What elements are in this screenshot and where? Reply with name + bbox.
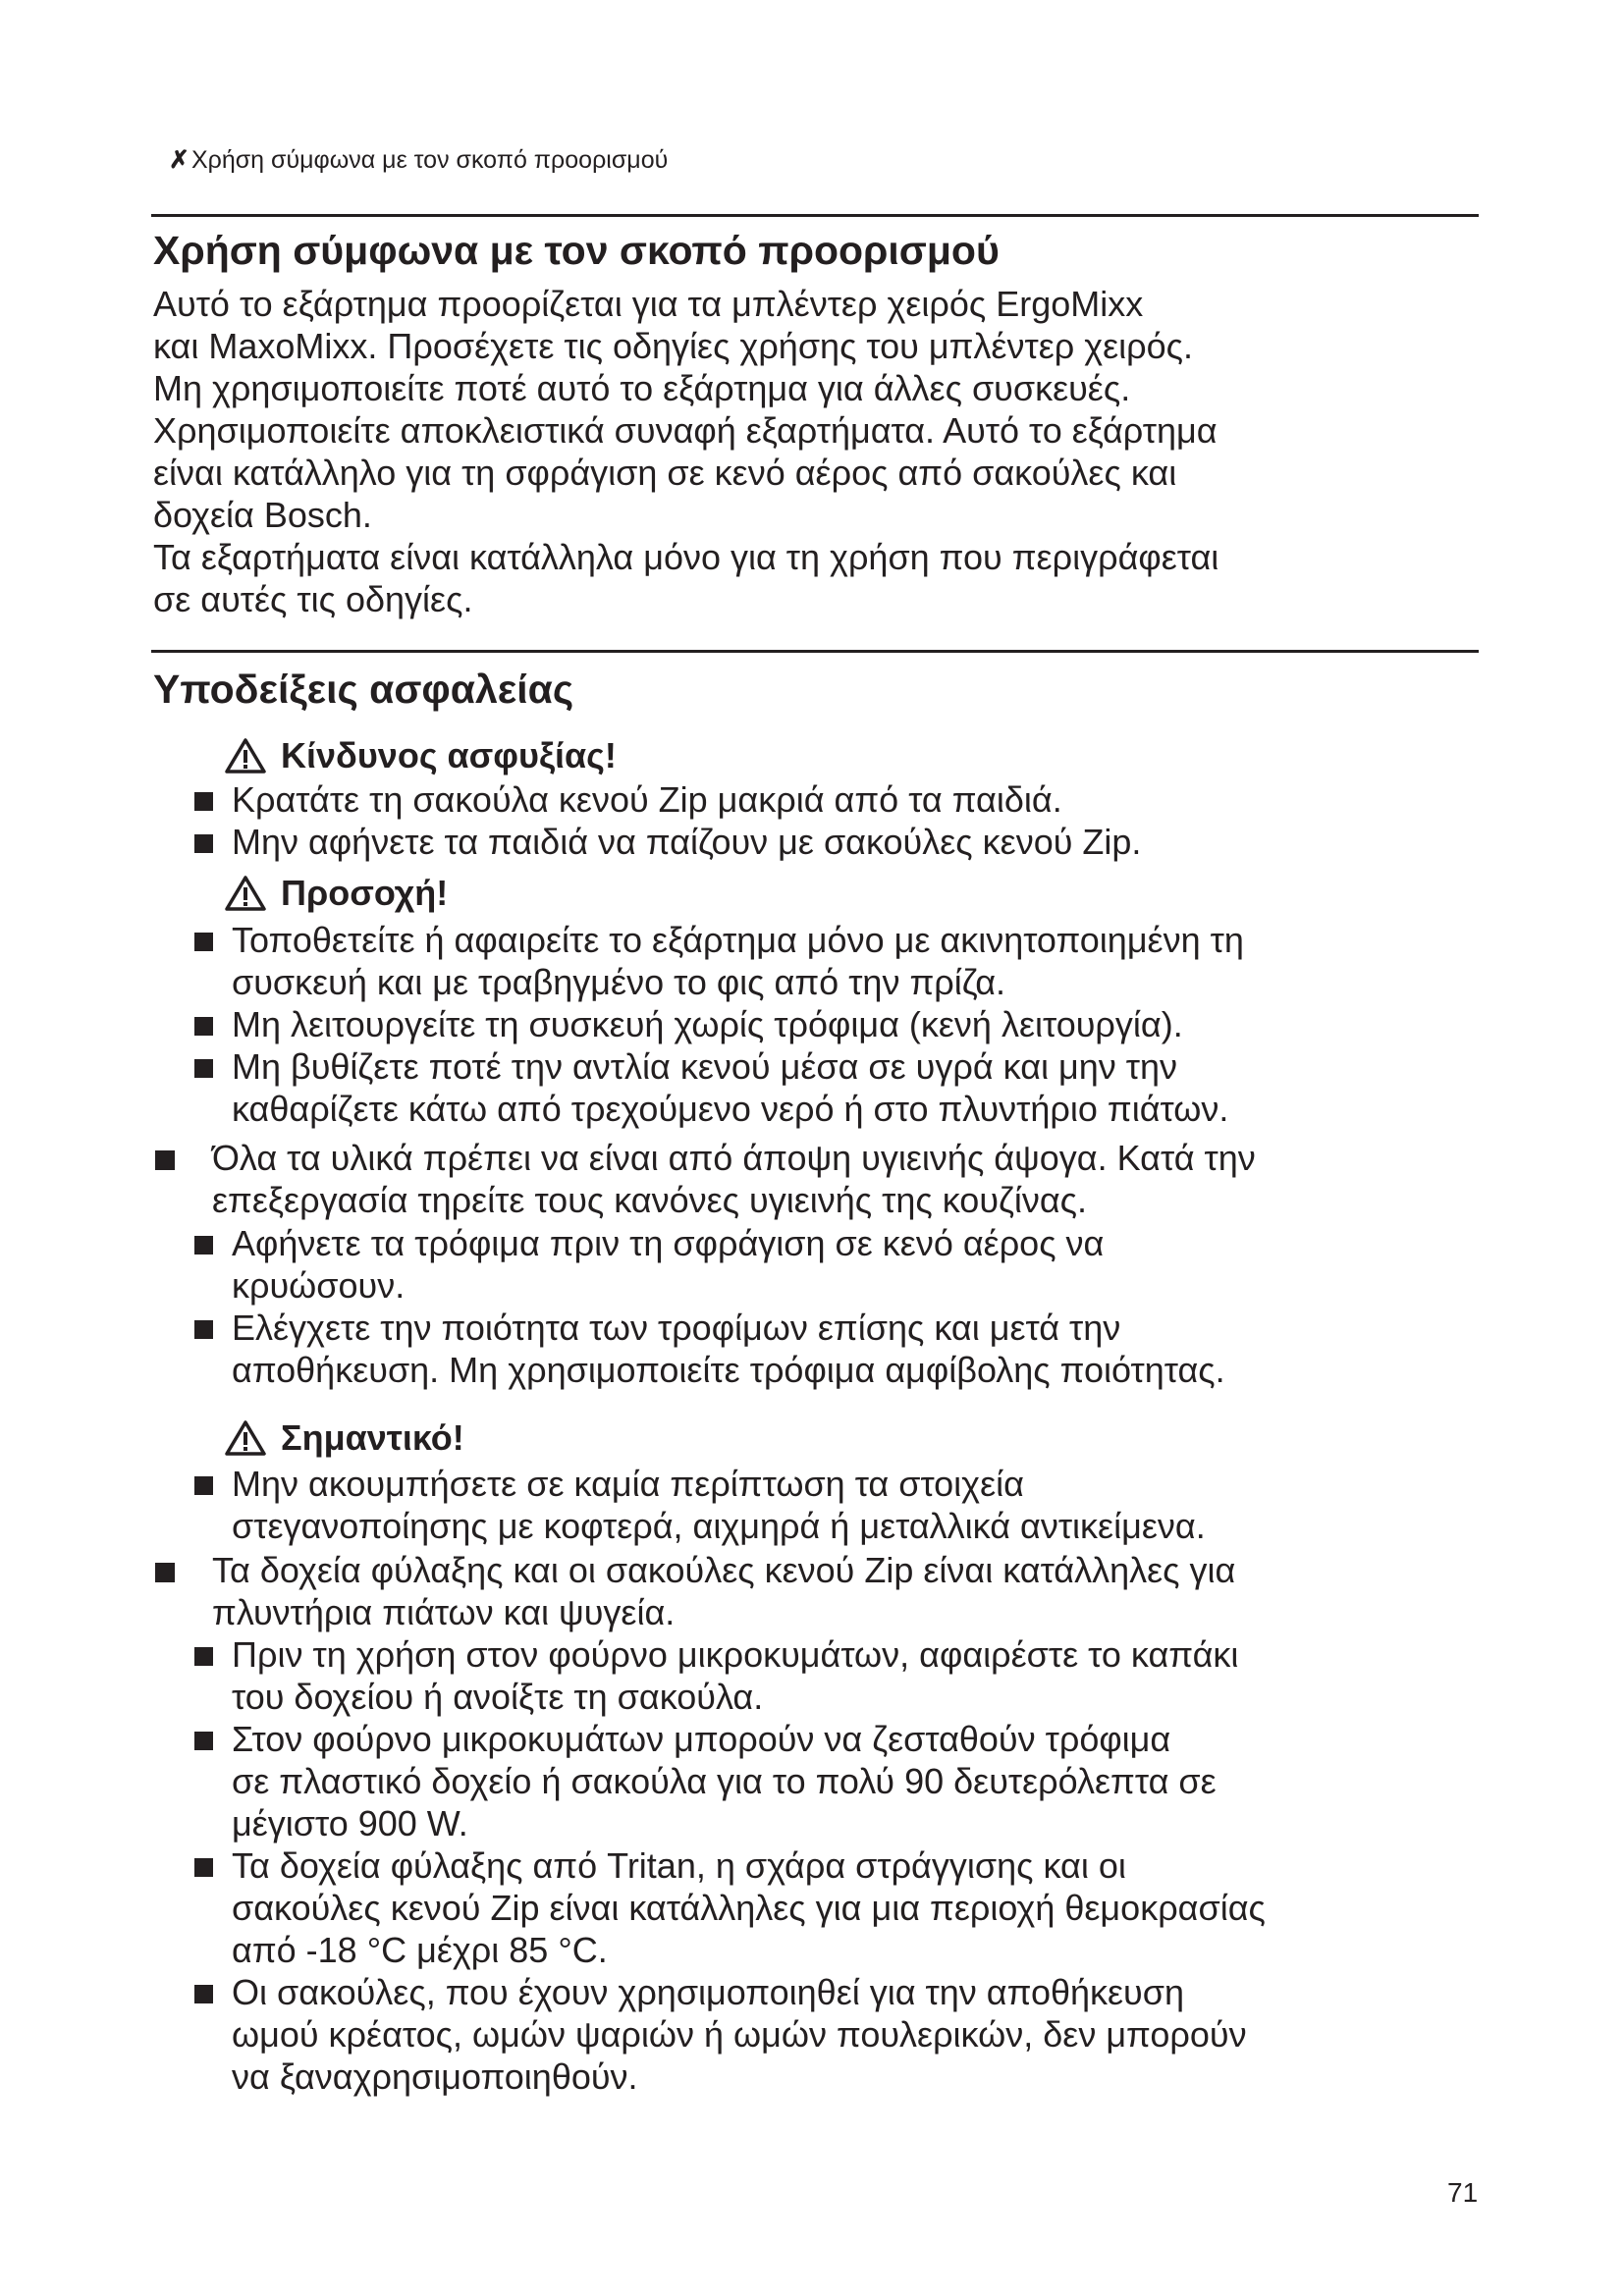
para-line: Μη χρησιμοποιείτε ποτέ αυτό το εξάρτημα για άλλες συσκευές. [153, 368, 1131, 408]
para-line: Χρησιμοποιείτε αποκλειστικά συναφή εξαρτήματα. Αυτό το εξάρτημα [153, 410, 1218, 451]
caution-items [194, 919, 1500, 1130]
bullet-square-icon [194, 1320, 213, 1339]
page-number: 71 [1447, 2177, 1479, 2208]
list-item: Όλα τα υλικά πρέπει να είναι από άποψη υγιεινής άψογα. Κατά την επεξεργασία τηρείτε τους κανόνες υγιεινής της κουζίνας. [155, 1137, 1461, 1221]
bullet-square-icon [194, 792, 213, 811]
para-line: Τα εξαρτήματα είναι κατάλληλα μόνο για τη χρήση που περιγράφεται [153, 537, 1219, 577]
list-item: Τα δοχεία φύλαξης από Tritan, η σχάρα στράγγισης και οι σακούλες κενού Zip είναι κατάλληλες για μια περιοχή θεμοκρασίας από -18 °C μέχρι 85 °C. [194, 1844, 1500, 1971]
bullet-square-icon [194, 834, 213, 853]
cross-mark-icon: ✗ [169, 146, 189, 174]
warning-label: Σημαντικό! [281, 1417, 464, 1458]
running-header [169, 145, 668, 175]
important-items-2 [194, 1633, 1500, 2098]
para-line: σε αυτές τις οδηγίες. [153, 579, 473, 619]
bullet-square-icon [194, 1985, 213, 2003]
list-item: Αφήνετε τα τρόφιμα πριν τη σφράγιση σε κενό αέρος να κρυώσουν. [194, 1222, 1500, 1307]
list-item: Στον φούρνο μικροκυμάτων μπορούν να ζεσταθούν τρόφιμα σε πλαστικό δοχείο ή σακούλα για το πολύ 90 δευτερόλεπτα σε μέγιστο 900 W. [194, 1718, 1500, 1844]
caution-warning [224, 872, 448, 915]
list-item: Μην ακουμπήσετε σε καμία περίπτωση τα στοιχεία στεγανοποίησης με κοφτερά, αιχμηρά ή μεταλλικά αντικείμενα. [194, 1463, 1500, 1547]
warning-label: Προσοχή! [281, 873, 449, 913]
list-item: Ελέγχετε την ποιότητα των τροφίμων επίσης και μετά την αποθήκευση. Μη χρησιμοποιείτε τρόφιμα αμφίβολης ποιότητας. [194, 1307, 1500, 1391]
list-item: Μη λειτουργείτε τη συσκευή χωρίς τρόφιμα (κενή λειτουργία). [194, 1003, 1500, 1045]
safety-heading: Υποδείξεις ασφαλείας [153, 667, 574, 712]
bullet-square-icon [194, 933, 213, 951]
list-item: Μην αφήνετε τα παιδιά να παίζουν με σακούλες κενού Zip. [194, 821, 1500, 863]
list-item: Οι σακούλες, που έχουν χρησιμοποιηθεί για την αποθήκευση ωμού κρέατος, ωμών ψαριών ή ωμών πουλερικών, δεν μπορούν να ξαναχρησιμοποιηθούν. [194, 1971, 1500, 2098]
section-divider [151, 650, 1479, 653]
list-item: Κρατάτε τη σακούλα κενού Zip μακριά από τα παιδιά. [194, 778, 1500, 821]
warning-triangle-icon [224, 737, 267, 774]
bullet-square-icon [194, 1476, 213, 1495]
warning-label: Κίνδυνος ασφυξίας! [281, 735, 617, 775]
bullet-square-icon [194, 1017, 213, 1036]
intended-use-heading: Χρήση σύμφωνα με τον σκοπό προορισμού [153, 228, 1000, 273]
para-line: και MaxoMixx. Προσέχετε τις οδηγίες χρήσης του μπλέντερ χειρός. [153, 326, 1194, 366]
suffocation-items [194, 778, 1500, 863]
list-item: Τοποθετείτε ή αφαιρείτε το εξάρτημα μόνο με ακινητοποιημένη τη συσκευή και με τραβηγμένο το φις από την πρίζα. [194, 919, 1500, 1003]
section-divider [151, 214, 1479, 217]
caution-items-2 [194, 1222, 1500, 1391]
bullet-square-icon [194, 1858, 213, 1877]
important-warning [224, 1416, 464, 1460]
suffocation-warning [224, 734, 617, 777]
running-header-text: Χρήση σύμφωνα με τον σκοπό προορισμού [190, 146, 669, 174]
bullet-square-icon [194, 1236, 213, 1255]
caution-outer-item [155, 1137, 1461, 1221]
para-line: Αυτό το εξάρτημα προορίζεται για τα μπλέντερ χειρός ErgoMixx [153, 284, 1144, 324]
bullet-square-icon [194, 1732, 213, 1750]
bullet-square-icon [194, 1059, 213, 1078]
list-item: Πριν τη χρήση στον φούρνο μικροκυμάτων, αφαιρέστε το καπάκι του δοχείου ή ανοίξτε τη σακούλα. [194, 1633, 1500, 1718]
warning-triangle-icon [224, 875, 267, 912]
important-outer-item [155, 1549, 1461, 1633]
para-line: είναι κατάλληλο για τη σφράγιση σε κενό αέρος από σακούλες και [153, 453, 1177, 493]
bullet-square-icon [155, 1563, 175, 1582]
bullet-square-icon [155, 1150, 175, 1170]
warning-triangle-icon [224, 1419, 267, 1457]
intended-use-body [153, 283, 1489, 620]
para-line: δοχεία Bosch. [153, 495, 372, 535]
bullet-square-icon [194, 1647, 213, 1666]
list-item: Μη βυθίζετε ποτέ την αντλία κενού μέσα σε υγρά και μην την καθαρίζετε κάτω από τρεχούμενο νερό ή στο πλυντήριο πιάτων. [194, 1045, 1500, 1130]
important-items [194, 1463, 1500, 1547]
list-item: Τα δοχεία φύλαξης και οι σακούλες κενού Zip είναι κατάλληλες για πλυντήρια πιάτων και ψυγεία. [155, 1549, 1461, 1633]
